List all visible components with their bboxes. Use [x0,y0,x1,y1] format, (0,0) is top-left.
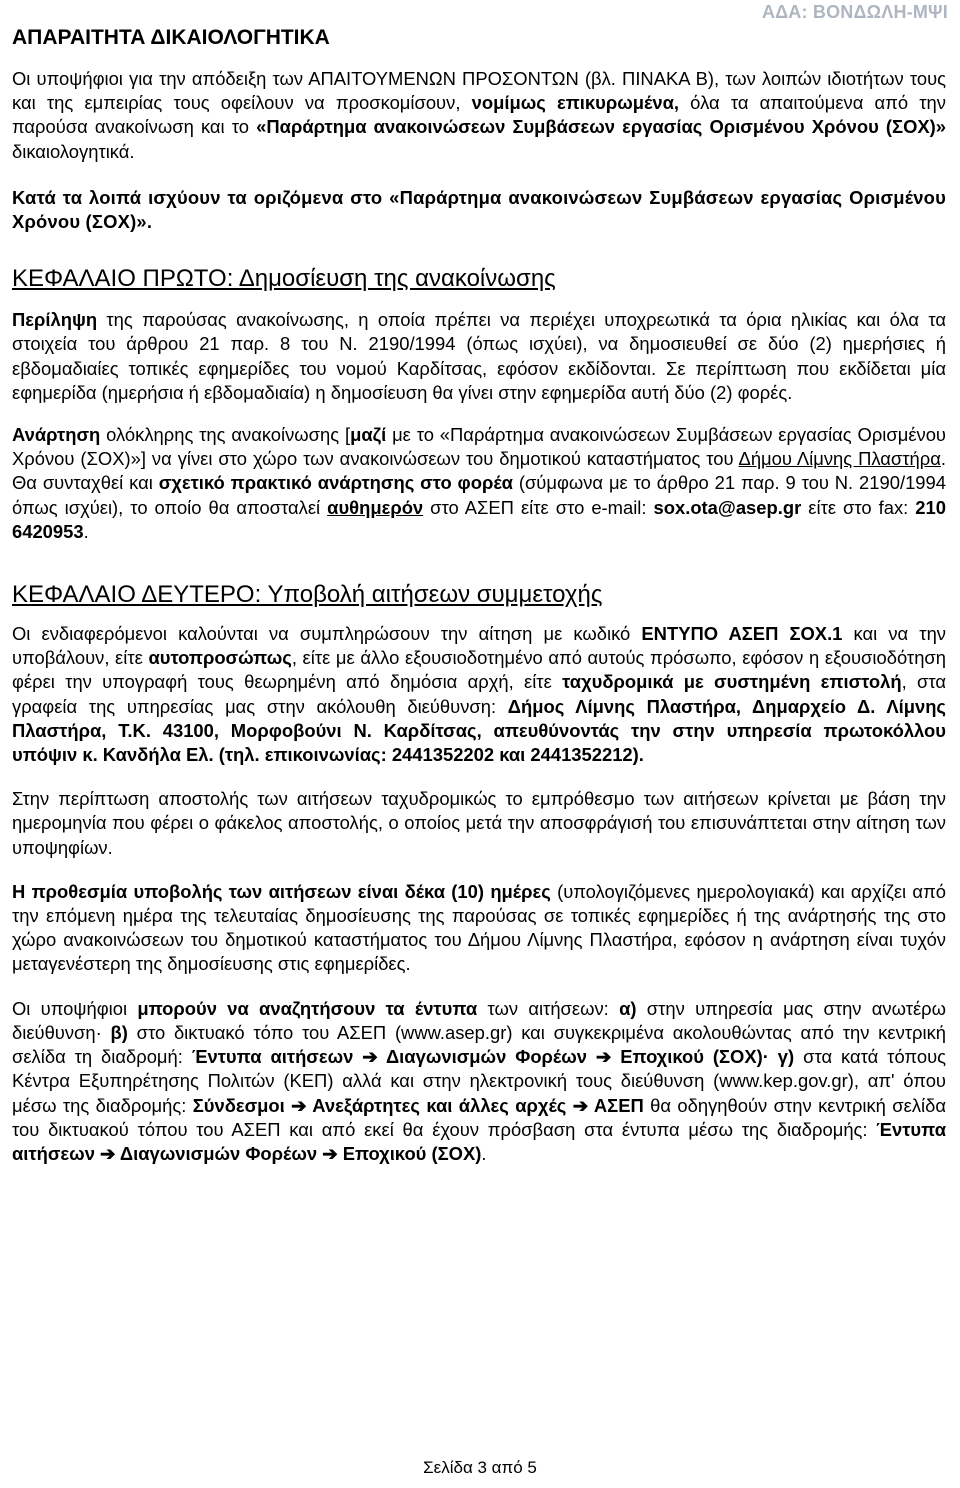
intro-paragraph: Οι υποψήφιοι για την απόδειξη των ΑΠΑΙΤΟΥΜΕΝΩΝ ΠΡΟΣΟΝΤΩΝ (βλ. ΠΙΝΑΚΑ Β), των λοιπών ιδιοτήτων τους και της εμπειρίας τους οφείλουν να προσκομίσουν, νομίμως επικυρωμένα, όλα τα απαιτούμενα από την παρούσα ανακοίνωση και το «Παράρτημα ανακοινώσεων Συμβάσεων εργασίας Ορισμένου Χρόνου (ΣΟΧ)» δικαιολογητικά. [12,68,946,162]
page-number: Σελίδα 3 από 5 [423,1458,537,1477]
fax-number: 210 6420953 [12,496,946,542]
chapter-2-heading: ΚΕΦΑΛΑΙΟ ΔΕΥΤΕΡΟ: Υποβολή αιτήσεων συμμετοχής [12,581,603,609]
postal-paragraph: Στην περίπτωση αποστολής των αιτήσεων ταχυδρομικώς το εμπρόθεσμο των αιτήσεων κρίνεται με βάση την ημερομηνία που φέρει ο φάκελος αποστολής, ο οποίος μετά την αποσφράγισή του επισυνάπτεται στην αίτηση των υποψηφίων. [12,788,946,858]
summary-paragraph: Περίληψη της παρούσας ανακοίνωσης, η οποία πρέπει να περιέχει υποχρεωτικά τα όρια ηλικίας και όλα τα στοιχεία του άρθρου 21 παρ. 8 του Ν. 2190/1994 (όπως ισχύει), να δημοσιευθεί σε δύο (2) ημερήσιες ή εβδομαδιαίες τοπικές εφημερίδες του νομού Καρδίτσας, εφόσον εκδίδονται. Σε περίπτωση που εκδίδεται μία εφημερίδα (ημερήσια ή εβδομαδιαία) η δημοσίευση θα γίνει στην εφημερίδα αυτή δύο (2) φορές. [12,309,946,403]
chapter-1-heading: ΚΕΦΑΛΑΙΟ ΠΡΩΤΟ: Δημοσίευση της ανακοίνωσης [12,265,556,293]
email-address: sox.ota@asep.gr [653,496,802,518]
intro-note: Κατά τα λοιπά ισχύουν τα οριζόμενα στο «Παράρτημα ανακοινώσεων Συμβάσεων εργασίας Ορισμένου Χρόνου (ΣΟΧ)». [12,186,946,233]
deadline-paragraph: Η προθεσμία υποβολής των αιτήσεων είναι δέκα (10) ημέρες (υπολογιζόμενες ημερολογιακά) και αρχίζει από την επόμενη ημέρα της τελευταίας δημοσίευσης της παρούσας σε τοπικές εφημερίδες ή της ανάρτησής της στο χώρο ανακοινώσεων του δημοτικού καταστήματος του Δήμου Λίμνης Πλαστήρα, εφόσον η ανάρτηση είναι τυχόν μεταγενέστερη της δημοσίευσης στις εφημερίδες. [12,880,946,975]
application-paragraph: Οι ενδιαφερόμενοι καλούνται να συμπληρώσουν την αίτηση με κωδικό ΕΝΤΥΠΟ ΑΣΕΠ ΣΟΧ.1 και να την υποβάλουν, είτε αυτοπροσώπως, είτε με άλλο εξουσιοδοτημένο από αυτούς πρόσωπο, εφόσον η εξουσιοδότηση φέρει την υπογραφή τους θεωρημένη από δημόσια αρχή, είτε ταχυδρομικά με συστημένη επιστολή, στα γραφεία της υπηρεσίας μας στην ακόλουθη διεύθυνση: Δήμος Λίμνης Πλαστήρα, Δημαρχείο Δ. Λίμνης Πλαστήρα, Τ.Κ. 43100, Μορφοβούνι Ν. Καρδίτσας, απευθύνοντάς την στην υπηρεσία πρωτοκόλλου υπόψιν κ. Κανδήλα Ελ. (τηλ. επικοινωνίας: 2441352202 και 2441352212). [12,623,946,766]
forms-paragraph: Οι υποψήφιοι μπορούν να αναζητήσουν τα έντυπα των αιτήσεων: α) στην υπηρεσία μας στην ανωτέρω διεύθυνση· β) στο δικτυακό τόπο του ΑΣΕΠ (www.asep.gr) και συγκεκριμένα ακολουθώντας από την κεντρική σελίδα τη διαδρομή: Έντυπα αιτήσεων ➔ Διαγωνισμών Φορέων ➔ Εποχικού (ΣΟΧ)· γ) στα κατά τόπους Κέντρα Εξυπηρέτησης Πολιτών (ΚΕΠ) αλλά και στην ηλεκτρονική τους διεύθυνση (www.kep.gov.gr), απ' όπου μέσω της διαδρομής: Σύνδεσμοι ➔ Ανεξάρτητες και άλλες αρχές ➔ ΑΣΕΠ θα οδηγηθούν στην κεντρική σελίδα του δικτυακού τόπου του ΑΣΕΠ και από εκεί θα έχουν πρόσβαση στα έντυπα μέσω της διαδρομής: Έντυπα αιτήσεων ➔ Διαγωνισμών Φορέων ➔ Εποχικού (ΣΟΧ). [12,997,947,1164]
document-body [12,67,946,1166]
posting-paragraph: Ανάρτηση ολόκληρης της ανακοίνωσης [μαζί με το «Παράρτημα ανακοινώσεων Συμβάσεων εργασίας Ορισμένου Χρόνου (ΣΟΧ)»] να γίνει στο χώρο των ανακοινώσεων του δημοτικού καταστήματος του Δήμου Λίμνης Πλαστήρα. Θα συνταχθεί και σχετικό πρακτικό ανάρτησης στο φορέα (σύμφωνα με το άρθρο 21 παρ. 9 του Ν. 2190/1994 όπως ισχύει), το οποίο θα αποσταλεί αυθημερόν στο ΑΣΕΠ είτε στο e-mail: sox.ota@asep.gr είτε στο fax: 210 6420953. [12,424,946,542]
section-title: ΑΠΑΡΑΙΤΗΤΑ ΔΙΚΑΙΟΛΟΓΗΤΙΚΑ [12,26,330,49]
ada-identifier: ΑΔΑ: ΒΟΝΔΩΛΗ-ΜΨΙ [761,2,948,22]
